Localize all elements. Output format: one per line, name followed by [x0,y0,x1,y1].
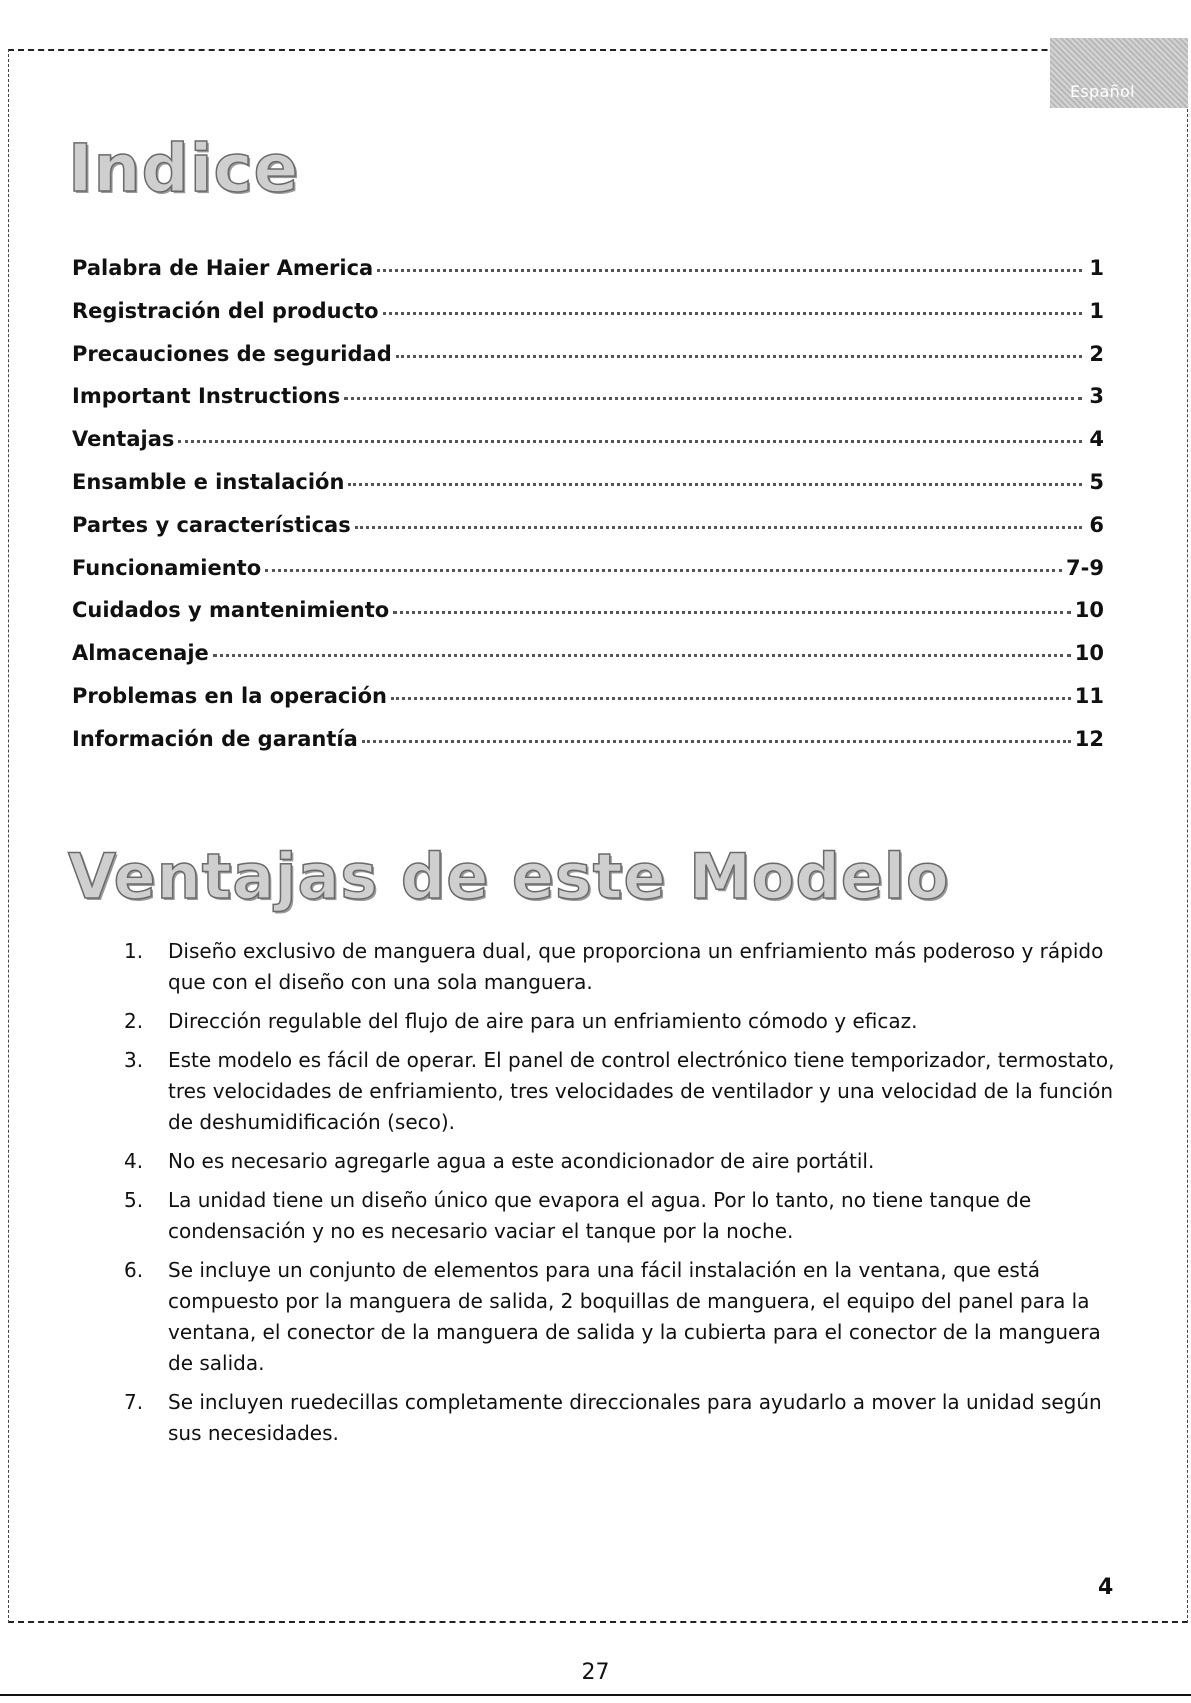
item-number: 1. [124,939,144,963]
item-number: 5. [124,1188,144,1212]
toc-entry-title: Important Instructions [72,384,341,409]
item-text: Este modelo es fácil de operar. El panel de control electrónico tiene temporizador, termostato, tres velocidades de enfriamiento, tres velocidades de ventilador y una velocidad de la función de deshumidificación (seco). [168,1048,1115,1134]
dot-leader [355,525,1082,529]
item-text: Dirección regulable del flujo de aire para un enfriamiento cómodo y eficaz. [168,1009,918,1033]
advantages-list [124,936,1124,1457]
toc-entry [72,470,1104,513]
toc-title: Indice [68,130,300,207]
toc-entry [72,598,1104,641]
list-item [124,1146,1124,1177]
folio-page-number: 27 [581,1660,610,1685]
toc-entry-page: 4 [1089,427,1104,452]
list-item [124,1387,1124,1449]
dot-leader [362,739,1071,743]
dot-leader [178,439,1082,443]
toc-entry-title: Precauciones de seguridad [72,341,392,366]
toc-entry [72,299,1104,342]
language-label: Español [1070,82,1135,101]
item-text: Se incluye un conjunto de elementos para una fácil instalación en la ventana, que está compuesto por la manguera de salida, 2 boquillas de manguera, el equipo del panel para la ventana, el conector de la manguera de salida y la cubierta para el conector de la manguera de salida. [168,1258,1101,1375]
item-number: 2. [124,1009,144,1033]
dot-leader [344,396,1082,400]
toc-entry [72,256,1104,299]
dot-leader [393,610,1071,614]
item-number: 6. [124,1258,144,1282]
advantages-title: Ventajas de este Modelo [68,840,950,913]
dot-leader [396,354,1082,358]
toc-entry [72,684,1104,727]
toc-entry-title: Registración del producto [72,298,379,323]
item-number: 3. [124,1048,144,1072]
language-tab [1050,38,1188,108]
toc-entry-title: Información de garantía [72,726,358,751]
toc-entry [72,427,1104,470]
dot-leader [383,311,1082,315]
toc-entry-title: Cuidados y mantenimiento [72,598,390,623]
toc-entry [72,513,1104,556]
dot-leader [348,482,1082,486]
toc-entry-page: 2 [1089,341,1104,366]
item-number: 7. [124,1390,144,1414]
toc-entry-page: 12 [1074,726,1104,751]
list-item [124,936,1124,998]
item-text: La unidad tiene un diseño único que evapora el agua. Por lo tanto, no tiene tanque de condensación y no es necesario vaciar el tanque por la noche. [168,1188,1032,1243]
toc-entry-page: 6 [1089,512,1104,537]
toc-entry-title: Funcionamiento [72,555,262,580]
toc-entry-page: 3 [1089,384,1104,409]
toc-entry-page: 10 [1074,641,1104,666]
toc-entry [72,727,1104,770]
toc-entry-page: 1 [1089,298,1104,323]
list-item [124,1006,1124,1037]
toc-entry-page: 7-9 [1066,555,1104,580]
toc-entry-title: Ensamble e instalación [72,469,345,494]
table-of-contents [72,256,1104,770]
item-text: Diseño exclusivo de manguera dual, que proporciona un enfriamiento más poderoso y rápido que con el diseño con una sola manguera. [168,939,1104,994]
dot-leader [213,653,1071,657]
toc-entry-page: 5 [1089,469,1104,494]
toc-entry-title: Palabra de Haier America [72,256,374,280]
toc-entry [72,384,1104,427]
toc-entry-title: Problemas en la operación [72,683,387,708]
toc-entry-title: Ventajas [72,427,175,452]
section-page-number: 4 [1098,1575,1114,1600]
item-number: 4. [124,1149,144,1173]
toc-entry-title: Almacenaje [72,641,209,666]
item-text: Se incluyen ruedecillas completamente direccionales para ayudarlo a mover la unidad según sus necesidades. [168,1390,1102,1445]
toc-entry-page: 1 [1089,256,1104,280]
dot-leader [391,696,1071,700]
item-text: No es necesario agregarle agua a este acondicionador de aire portátil. [168,1149,875,1173]
toc-entry [72,556,1104,599]
dot-leader [265,568,1062,572]
toc-entry [72,641,1104,684]
bottom-rule [0,1694,1191,1696]
dot-leader [377,268,1082,272]
toc-entry-title: Partes y características [72,512,351,537]
toc-entry [72,342,1104,385]
toc-entry-page: 10 [1074,598,1104,623]
list-item [124,1255,1124,1379]
toc-entry-page: 11 [1074,683,1104,708]
list-item [124,1045,1124,1138]
list-item [124,1185,1124,1247]
